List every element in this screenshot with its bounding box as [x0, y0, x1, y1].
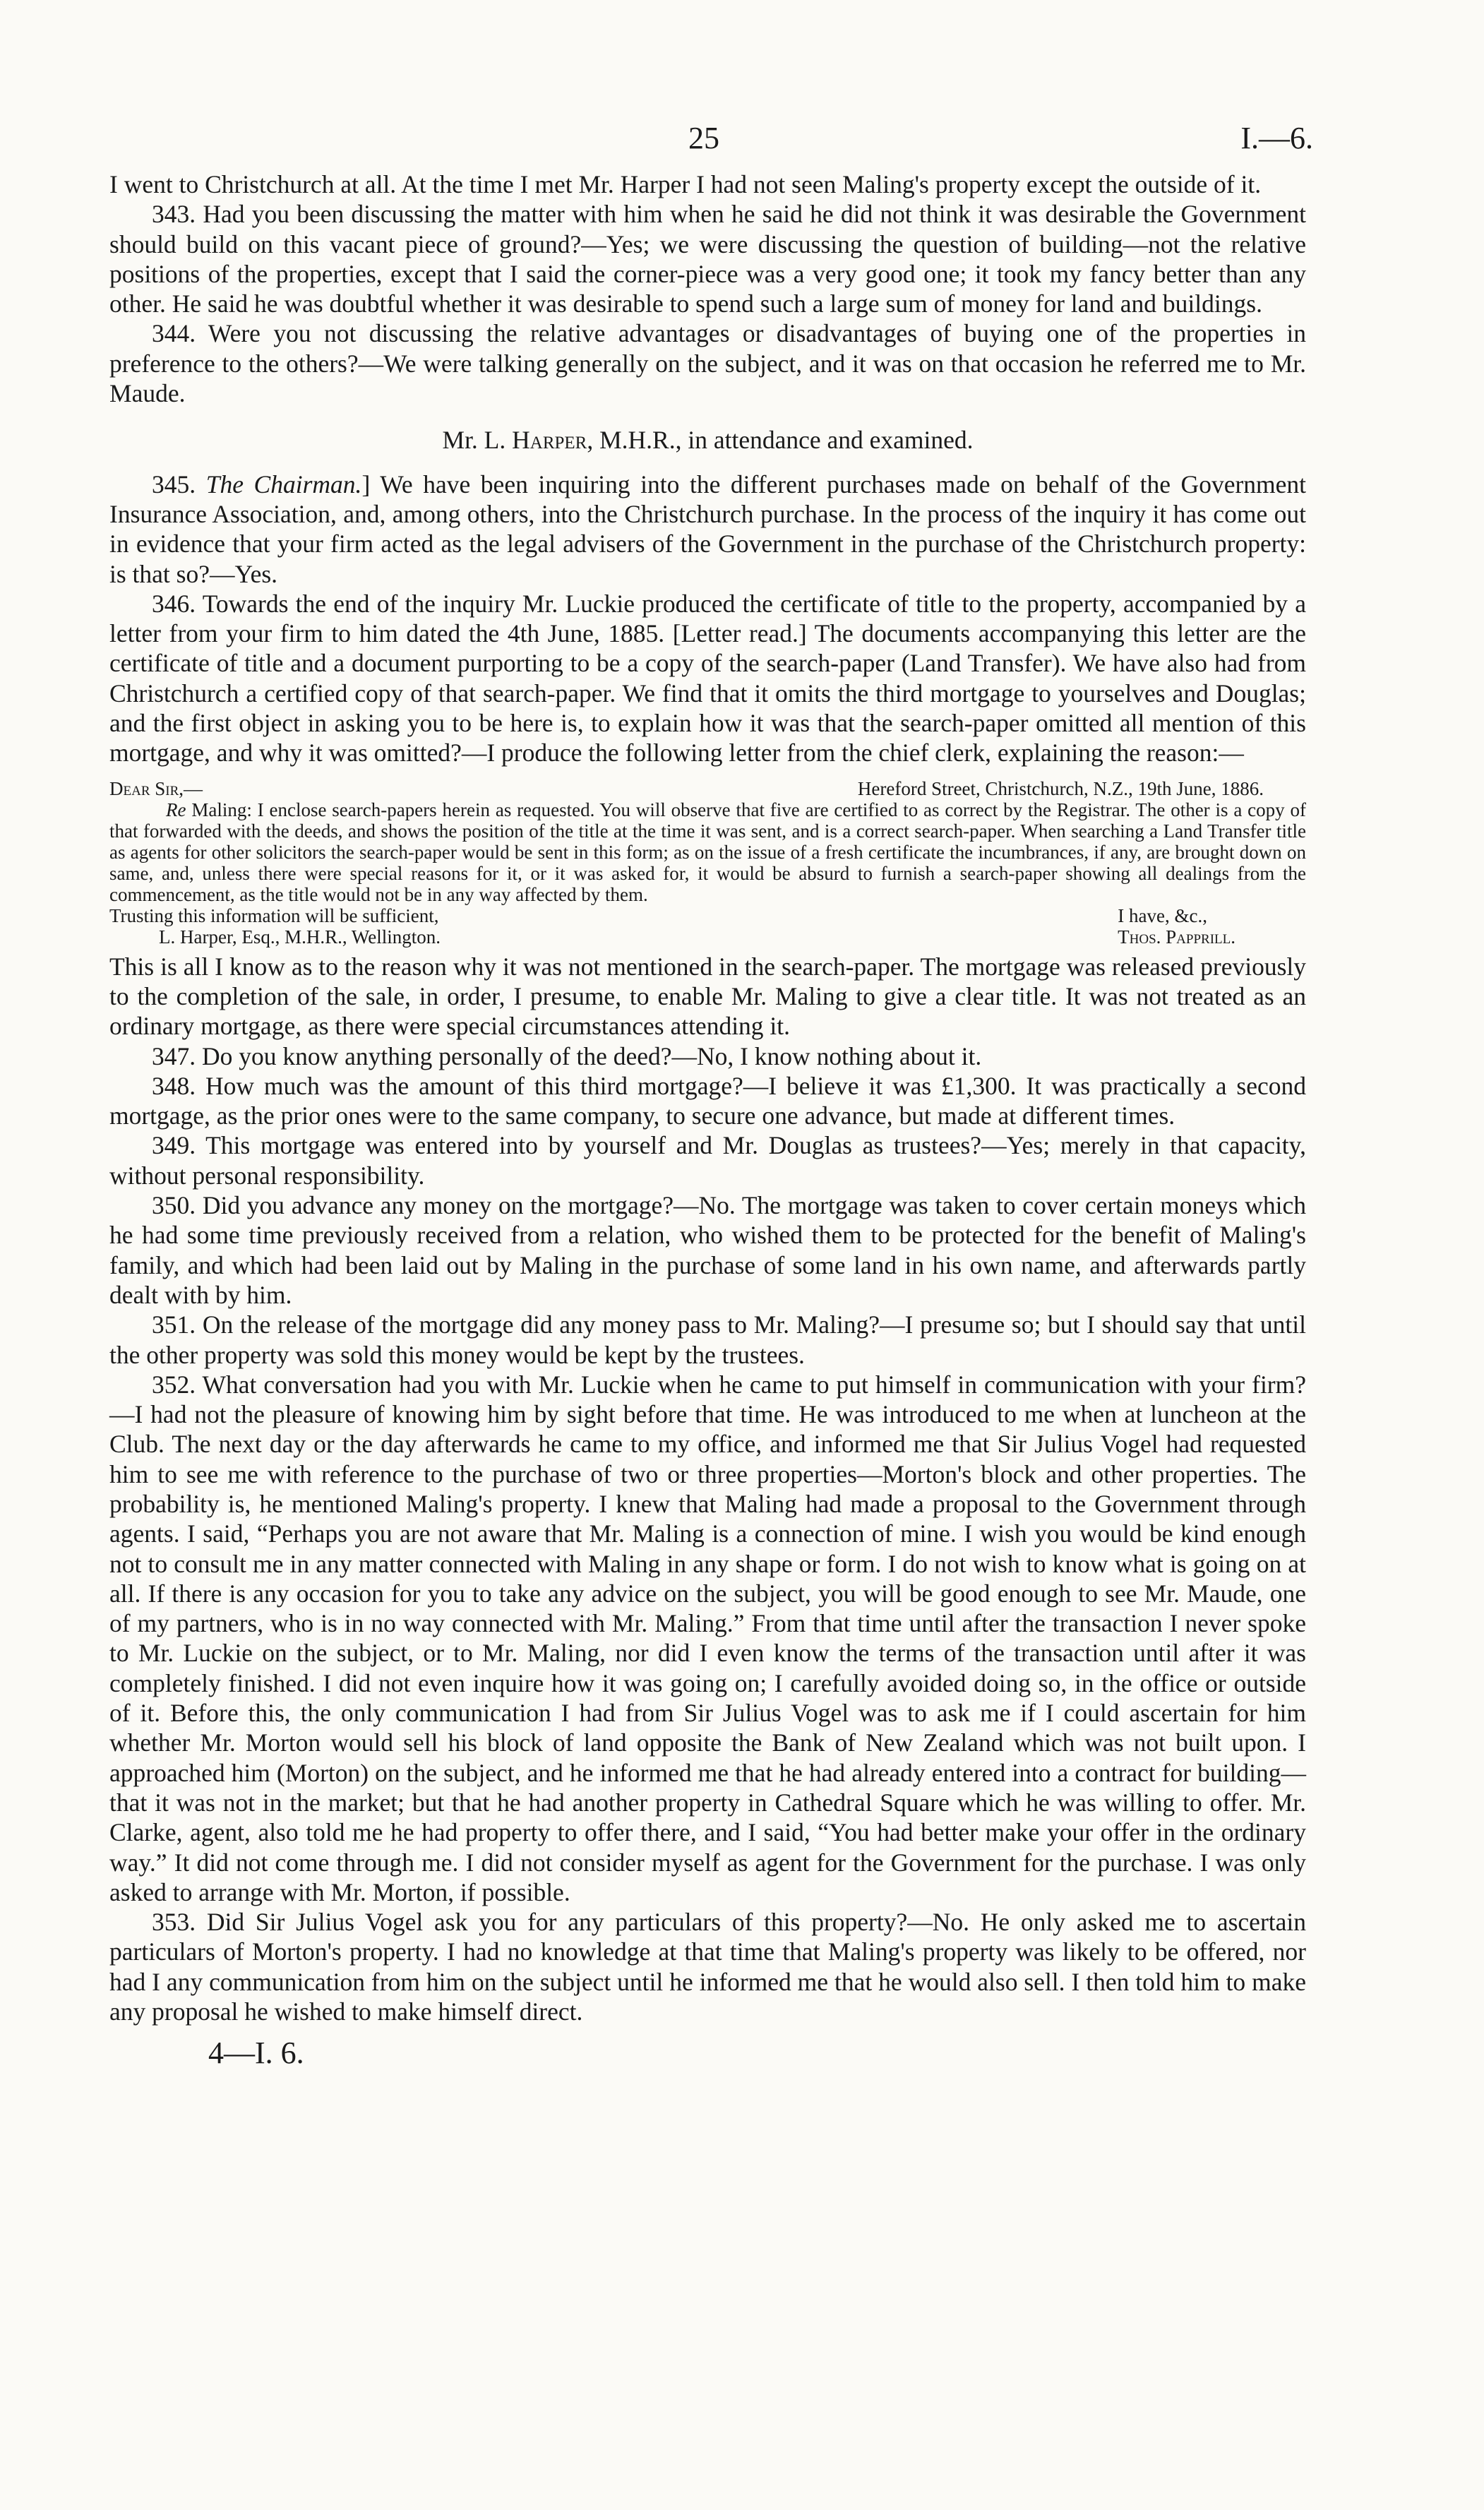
witness-surname: Harper [512, 426, 587, 455]
letter-signature-line [109, 926, 1306, 948]
page-number: 25 [688, 121, 719, 155]
letter-signatory: Thos. Papprill. [1118, 926, 1235, 948]
question-351: 351. On the release of the mortgage did any money pass to Mr. Maling?—I presume so; but I should say that until the other property was sold this money would be kept by the trustees. [109, 1310, 1306, 1369]
signature-mark: 4—I. 6. [208, 2036, 304, 2071]
letter-head [109, 778, 1306, 799]
question-346: 346. Towards the end of the inquiry Mr. Luckie produced the certificate of title to the property, accompanied by a letter from your firm to him dated the 4th June, 1885. [Letter read.] The documents accompanying this letter are the certificate of title and a document purporting to be a copy of the search-paper (Land Transfer). We have also had from Christchurch a certified copy of that search-paper. We find that it omits the third mortgage to yourselves and Douglas; and the first object in asking you to be here is, to explain how it was that the search-paper omitted all mention of this mortgage, and why it was omitted?—I produce the following letter from the chief clerk, explaining the reason:— [109, 589, 1306, 767]
question-344: 344. Were you not discussing the relative advantages or disadvantages of buying one of the properties in preference to the others?—We were talking generally on the subject, and it was on that occasion he referred me to Mr. Maude. [109, 319, 1306, 408]
question-349: 349. This mortgage was entered into by yourself and Mr. Douglas as trustees?—Yes; merely in that capacity, without personal responsibility. [109, 1131, 1306, 1190]
continuation-paragraph: I went to Christchurch at all. At the time I met Mr. Harper I had not seen Maling's property except the outside of it. [109, 170, 1262, 198]
letter-re-label: Re [166, 799, 186, 820]
witness-prefix: Mr. L. [442, 426, 513, 455]
question-352: 352. What conversation had you with Mr. Luckie when he came to put himself in communication with your firm?—I had not the pleasure of knowing him by sight before that time. He was introduced to me when at luncheon at the Club. The next day or the day afterwards he came to my office, and informed me that Sir Julius Vogel had requested him to see me with reference to the purchase of two or three properties—Morton's block and other properties. The probability is, he mentioned Maling's property. I knew that Maling had made a proposal to the Government through agents. I said, “Perhaps you are not aware that Mr. Maling is a connection of mine. I wish you would be kind enough not to consult me in any matter connected with Maling in any shape or form. I do not wish to know what is going on at all. If there is any occasion for you to take any advice on the subject, you will be good enough to see Mr. Maude, one of my partners, who is in no way connected with Mr. Maling.” From that time until after the transaction I never spoke to Mr. Luckie on the subject, or to Mr. Maling, nor did I even know the terms of the transaction until after it was completely finished. I did not even inquire how it was going on; I carefully avoided doing so, in the office or outside of it. Before this, the only communication I had from Sir Julius Vogel was to ask me if I could ascertain for him whether Mr. Morton would sell his block of land opposite the Bank of New Zealand which was not built upon. I approached him (Morton) on the subject, and he informed me that he had already entered into a contract for building—that it was not in the market; but that he had another property in Cathedral Square which he was willing to offer. Mr. Clarke, agent, also told me he had property to offer there, and I said, “You had better make your offer in the ordinary way.” It did not come through me. I did not consider myself as agent for the Government for the purchase. I was only asked to arrange with Mr. Morton, if possible. [109, 1370, 1306, 1906]
letter-body-text: Maling: I enclose search-papers herein as requested. You will observe that five are certified to as correct by the Registrar. The other is a copy of that forwarded with the deeds, and shows the position of the title at the time it was sent, and is a correct search-paper. When searching a Land Transfer title as agents for other solicitors the search-paper would be sent in this form; as on the issue of a fresh certificate the incumbrances, if any, are brought down on same, and, unless there were special reasons for it, or it was asked for, it would be absurd to furnish a search-paper showing all dealings from the commencement, as the title would not be in any way affected by them. [109, 799, 1306, 905]
letter-closing [109, 905, 1306, 926]
answer-continuation: This is all I know as to the reason why it was not mentioned in the search-paper. The mortgage was released previously to the completion of the sale, in order, I presume, to enable Mr. Maling to give a clear title. It was not treated as an ordinary mortgage, as there were special circumstances attending it. [109, 952, 1306, 1041]
quoted-letter [109, 778, 1306, 948]
question-353: 353. Did Sir Julius Vogel ask you for any particulars of this property?—No. He only asked me to ascertain particulars of Morton's property. I had no knowledge at that time that Maling's property was likely to be offered, nor had I any communication from him on the subject until he informed me that he would also sell. I then told him to make any proposal he wished to make himself direct. [109, 1908, 1306, 2026]
letter-closing-right: I have, &c., [1118, 904, 1207, 926]
letter-body [109, 799, 1306, 905]
paper-reference: I.—6. [1240, 121, 1313, 155]
question-343: 343. Had you been discussing the matter with him when he said he did not think it was desirable the Government should build on this vacant piece of ground?—Yes; we were discussing the question of building—not the relative positions of the properties, except that I said the corner-piece was a very good one; it took my fancy better than any other. He said he was doubtful whether it was desirable to spend such a large sum of money for land and buildings. [109, 200, 1306, 318]
witness-suffix: , M.H.R., in attendance and examined. [587, 426, 974, 455]
letter-address: Hereford Street, Christchurch, N.Z., 19th June, 1886. [857, 777, 1264, 799]
witness-heading [109, 425, 1306, 455]
question-345-number: 345. [152, 470, 206, 498]
document-page [109, 120, 1313, 2071]
question-350: 350. Did you advance any money on the mortgage?—No. The mortgage was taken to cover certain moneys which he had some time previously received from a relation, who wished them to be protected for the benefit of Maling's family, and which had been laid out by Maling in the purchase of some land in his own name, and afterwards partly dealt with by him. [109, 1191, 1306, 1309]
question-345 [109, 470, 1306, 589]
letter-addressee: L. Harper, Esq., M.H.R., Wellington. [159, 926, 441, 948]
page-header [109, 120, 1313, 169]
letter-closing-left: Trusting this information will be sufficient, [109, 904, 439, 926]
question-348: 348. How much was the amount of this third mortgage?—I believe it was £1,300. It was practically a second mortgage, as the prior ones were to the same company, to secure one advance, but made at different times. [109, 1071, 1306, 1130]
question-347: 347. Do you know anything personally of the deed?—No, I know nothing about it. [152, 1041, 982, 1070]
letter-salutation: Dear Sir,— [109, 777, 203, 799]
question-345-text: ] We have been inquiring into the different purchases made on behalf of the Government Insurance Association, and, among others, into the Christchurch purchase. In the process of the inquiry it has come out in evidence that your firm acted as the legal advisers of the Government in the purchase of the Christchurch property: is that so?—Yes. [109, 470, 1307, 588]
question-345-speaker: The Chairman. [205, 470, 362, 498]
